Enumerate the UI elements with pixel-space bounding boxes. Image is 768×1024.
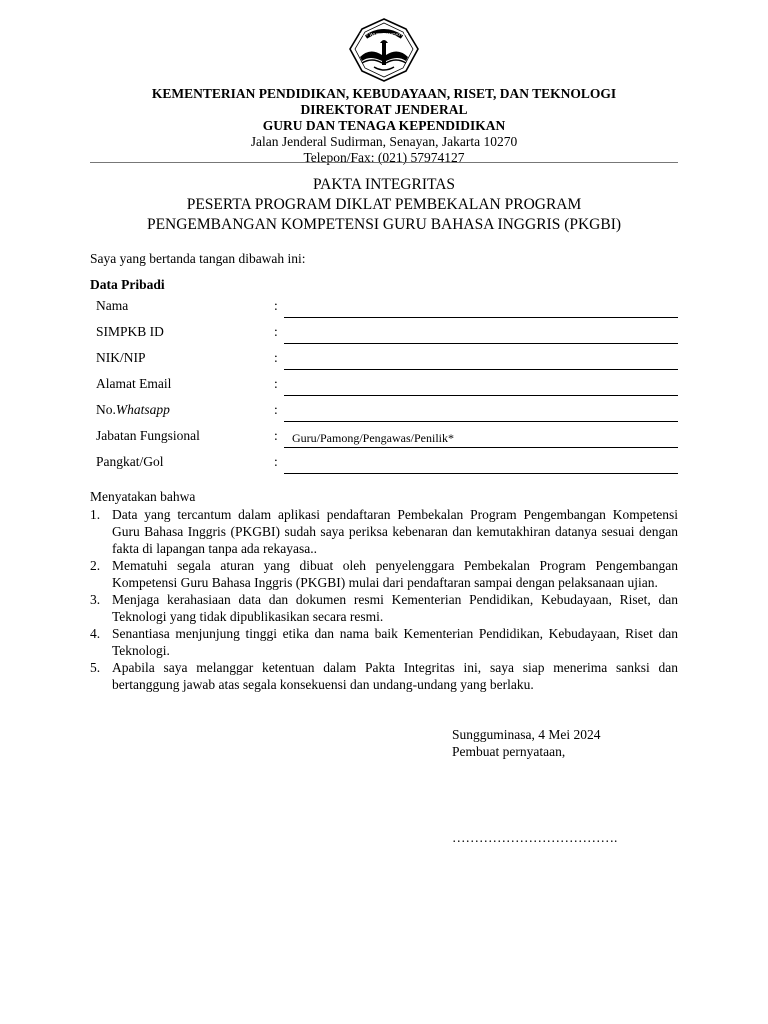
field-input-line[interactable]	[284, 421, 678, 422]
list-text: Data yang tercantum dalam aplikasi pendaftaran Pembekalan Program Pengembangan Kompetensi Guru Bahasa Inggris (PKGBI) sudah saya periksa kebenaran dan kemutakhiran datanya sesuai dengan fakta di lapangan tanpa ada rekayasa..	[112, 507, 678, 556]
field-colon: :	[274, 428, 278, 443]
list-item	[90, 591, 678, 625]
field-jabatan-fungsional	[96, 428, 678, 448]
list-item	[90, 625, 678, 659]
address: Jalan Jenderal Sudirman, Senayan, Jakarta 10270	[250, 134, 518, 149]
field-input-line[interactable]	[284, 447, 678, 448]
ministry-name: KEMENTERIAN PENDIDIKAN, KEBUDAYAAN, RISET, DAN TEKNOLOGI	[151, 86, 617, 101]
signature-role: Pembuat pernyataan,	[452, 744, 566, 759]
field-input-line[interactable]	[284, 369, 678, 370]
phone: Telepon/Fax: (021) 57974127	[303, 150, 465, 165]
list-number: 5.	[90, 660, 101, 675]
statement-heading: Menyatakan bahwa	[90, 489, 196, 504]
list-number: 3.	[90, 592, 101, 607]
signature-line[interactable]: ……………………………….	[452, 830, 618, 845]
list-number: 1.	[90, 507, 101, 522]
field-label-prefix: No.	[96, 402, 116, 417]
letterhead	[90, 86, 678, 166]
list-text: Senantiasa menjunjung tinggi etika dan nama baik Kementerian Pendidikan, Kebudayaan, Riset dan Teknologi.	[112, 626, 678, 658]
list-item	[90, 557, 678, 591]
signature-place-date: Sungguminasa, 4 Mei 2024	[452, 727, 601, 742]
title-line-1: PAKTA INTEGRITAS	[312, 176, 456, 193]
document-title	[90, 175, 678, 235]
field-label: SIMPKB ID	[96, 324, 164, 339]
list-item	[90, 659, 678, 693]
list-number: 4.	[90, 626, 101, 641]
field-input-line[interactable]	[284, 317, 678, 318]
field-colon: :	[274, 298, 278, 313]
field-colon: :	[274, 350, 278, 365]
field-label: Nama	[96, 298, 129, 313]
directorate-name: DIREKTORAT JENDERAL	[300, 102, 468, 117]
field-whatsapp	[96, 402, 678, 422]
field-simpkb-id	[96, 324, 678, 344]
field-input-line[interactable]	[284, 395, 678, 396]
data-pribadi-heading: Data Pribadi	[90, 277, 165, 292]
statement-list	[90, 506, 678, 693]
field-input-line[interactable]	[284, 473, 678, 474]
logo-motto-text: TUT WURI HANDAYANI	[359, 32, 409, 37]
intro-text: Saya yang bertanda tangan dibawah ini:	[90, 251, 306, 266]
field-colon: :	[274, 402, 278, 417]
field-nik-nip	[96, 350, 678, 370]
division-name: GURU DAN TENAGA KEPENDIDIKAN	[262, 118, 506, 133]
list-text: Mematuhi segala aturan yang dibuat oleh penyelenggara Pembekalan Program Pengembangan Kompetensi Guru Bahasa Inggris (PKGBI) mulai dari pendaftaran sampai dengan pelaksanaan ujian.	[112, 558, 678, 590]
list-item	[90, 506, 678, 557]
list-text: Apabila saya melanggar ketentuan dalam Pakta Integritas ini, saya siap menerima sanksi dan bertanggung jawab atas segala konsekuensi dan undang-undang yang berlaku.	[112, 660, 678, 692]
field-colon: :	[274, 454, 278, 469]
field-input-line[interactable]	[284, 343, 678, 344]
field-label: Pangkat/Gol	[96, 454, 164, 469]
field-label: Jabatan Fungsional	[96, 428, 200, 443]
tut-wuri-handayani-logo	[346, 17, 422, 83]
field-value: Guru/Pamong/Pengawas/Penilik*	[292, 431, 454, 445]
field-nama	[96, 298, 678, 318]
field-pangkat-gol	[96, 454, 678, 474]
list-text: Menjaga kerahasiaan data dan dokumen resmi Kementerian Pendidikan, Kebudayaan, Riset, dan Teknologi yang tidak dipublikasikan secara resmi.	[112, 592, 678, 624]
field-label: Alamat Email	[96, 376, 172, 391]
header-divider	[90, 162, 678, 163]
title-line-3: PENGEMBANGAN KOMPETENSI GURU BAHASA INGGRIS (PKGBI)	[146, 216, 622, 233]
field-alamat-email	[96, 376, 678, 396]
title-line-2: PESERTA PROGRAM DIKLAT PEMBEKALAN PROGRAM	[186, 196, 582, 213]
field-label-italic: Whatsapp	[115, 402, 170, 417]
field-colon: :	[274, 324, 278, 339]
field-colon: :	[274, 376, 278, 391]
field-label: NIK/NIP	[96, 350, 146, 365]
field-label	[96, 402, 170, 418]
list-number: 2.	[90, 558, 101, 573]
